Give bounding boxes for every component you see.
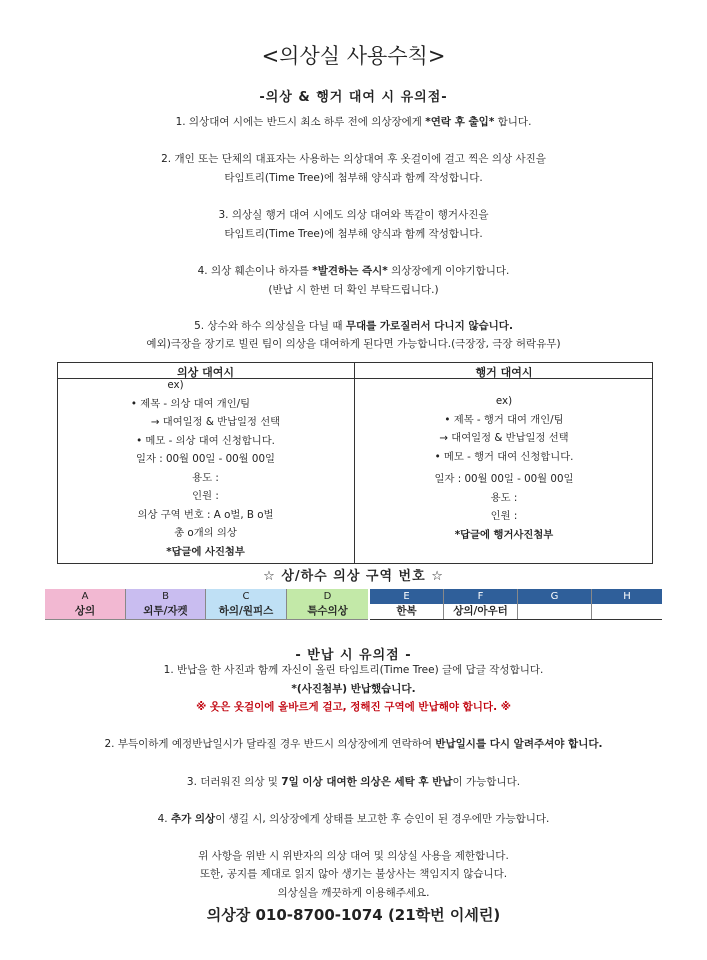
- rule-2-line-1: 2. 개인 또는 단체의 대표자는 사용하는 의상대여 후 옷걸이에 걸고 찍은 의상 사진을: [161, 153, 546, 165]
- zone-a: A: [45, 589, 126, 604]
- zone-b: B: [126, 589, 206, 604]
- rule-2-line-2: 타임트리(Time Tree)에 첨부해 양식과 함께 작성합니다.: [224, 172, 483, 184]
- rule-4-line-2: (반납 시 한번 더 확인 부탁드립니다.): [268, 284, 439, 296]
- zone-strip-right-underline: [370, 619, 662, 620]
- closing-line-2: 또한, 공지를 제대로 읽지 않아 생기는 불상사는 책임지지 않습니다.: [199, 868, 508, 880]
- zone-d-label: 특수의상: [287, 604, 368, 619]
- return-rule-1-line-1: 1. 반납을 한 사진과 함께 자신이 올린 타임트리(Time Tree) 글에 답글 작성합니다.: [163, 664, 544, 676]
- form-line: 일자 : 00월 00일 - 00월 00일: [136, 453, 275, 465]
- hanger-form-example: [355, 392, 653, 544]
- zone-c-label: 하의/원피스: [206, 604, 287, 619]
- zone-g: G: [518, 589, 592, 604]
- zone-f-label: 상의/아우터: [444, 604, 518, 619]
- closing-line-3: 의상실을 깨끗하게 이용해주세요.: [277, 887, 430, 899]
- zone-d: D: [287, 589, 368, 604]
- zone-e: E: [370, 589, 444, 604]
- form-line: → 대여일정 & 반납일정 선택: [150, 416, 281, 428]
- return-rule-4: 4. 추가 의상이 생길 시, 의상장에게 상태를 보고한 후 승인이 된 경우에만 가능합니다.: [157, 813, 550, 825]
- zone-h: H: [592, 589, 662, 604]
- form-line: ex): [495, 395, 513, 407]
- rule-5: 5. 상수와 하수 의상실을 다닐 때 무대를 가로질러서 다니지 않습니다.: [194, 320, 513, 332]
- zone-h-label: [592, 604, 662, 619]
- form-line: → 대여일정 & 반납일정 선택: [439, 432, 569, 444]
- form-line: 일자 : 00월 00일 - 00월 00일: [434, 473, 574, 485]
- form-line: ex): [167, 379, 184, 391]
- zone-g-label: [518, 604, 592, 619]
- return-rule-2: 2. 부득이하게 예정반납일시가 달라질 경우 반드시 의상장에게 연락하여 반납일시를 다시 알려주셔야 합니다.: [104, 738, 603, 750]
- form-line: • 메모 - 의상 대여 신청합니다.: [136, 434, 275, 447]
- zone-b-label: 외투/자켓: [126, 604, 206, 619]
- page-title: <의상실 사용수칙>: [261, 44, 446, 68]
- form-line: *답글에 사진첨부: [166, 545, 245, 558]
- table-header-costume: 의상 대여시: [177, 366, 234, 379]
- rule-4: 4. 의상 훼손이나 하자를 *발견하는 즉시* 의상장에게 이야기합니다.: [197, 265, 510, 277]
- form-line: • 제목 - 의상 대여 개인/팀: [130, 397, 251, 410]
- return-warning: ※ 옷은 옷걸이에 올바르게 걸고, 정해진 구역에 반납해야 합니다. ※: [196, 701, 511, 713]
- zones-heading: ☆ 상/하수 의상 구역 번호 ☆: [263, 569, 444, 584]
- rule-3-line-2: 타임트리(Time Tree)에 첨부해 양식과 함께 작성합니다.: [224, 228, 483, 240]
- table-header-hanger: 행거 대여시: [475, 366, 533, 379]
- zone-f: F: [444, 589, 518, 604]
- form-line: 인원 :: [490, 510, 518, 522]
- form-line: 용도 :: [490, 491, 518, 504]
- rule-5-line-2: 예외)극장을 장기로 빌린 팀이 의상을 대여하게 된다면 가능합니다.(극장장, 극장 허락유무): [146, 338, 561, 350]
- zone-a-label: 상의: [45, 604, 126, 619]
- form-line: *답글에 행거사진첨부: [454, 528, 554, 541]
- form-line: • 제목 - 행거 대여 개인/팀: [444, 413, 564, 426]
- form-line: 인원 :: [192, 490, 219, 502]
- form-line: 용도 :: [192, 471, 219, 484]
- rule-3-line-1: 3. 의상실 행거 대여 시에도 의상 대여와 똑같이 행거사진을: [218, 209, 489, 221]
- zone-c: C: [206, 589, 287, 604]
- form-line: 의상 구역 번호 : A o벌, B o벌: [137, 508, 274, 521]
- return-rule-1-line-2: *(사진첨부) 반납했습니다.: [291, 683, 416, 695]
- form-line: 총 o개의 의상: [174, 527, 237, 539]
- section-heading-rental: -의상 & 행거 대여 시 유의점-: [259, 90, 448, 105]
- contact-line: 의상장 010-8700-1074 (21학번 이세린): [206, 906, 501, 924]
- closing-line-1: 위 사항을 위반 시 위반자의 의상 대여 및 의상실 사용을 제한합니다.: [198, 850, 509, 862]
- rule-1: 1. 의상대여 시에는 반드시 최소 하루 전에 의상장에게 *연락 후 출입* 합니다.: [175, 116, 532, 128]
- section-heading-return: - 반납 시 유의점 -: [295, 648, 412, 663]
- costume-form-example: [57, 376, 354, 561]
- form-line: • 메모 - 행거 대여 신청합니다.: [434, 450, 574, 463]
- zone-e-label: 한복: [370, 604, 444, 619]
- return-rule-3: 3. 더러워진 의상 및 7일 이상 대여한 의상은 세탁 후 반납이 가능합니다.: [186, 776, 521, 788]
